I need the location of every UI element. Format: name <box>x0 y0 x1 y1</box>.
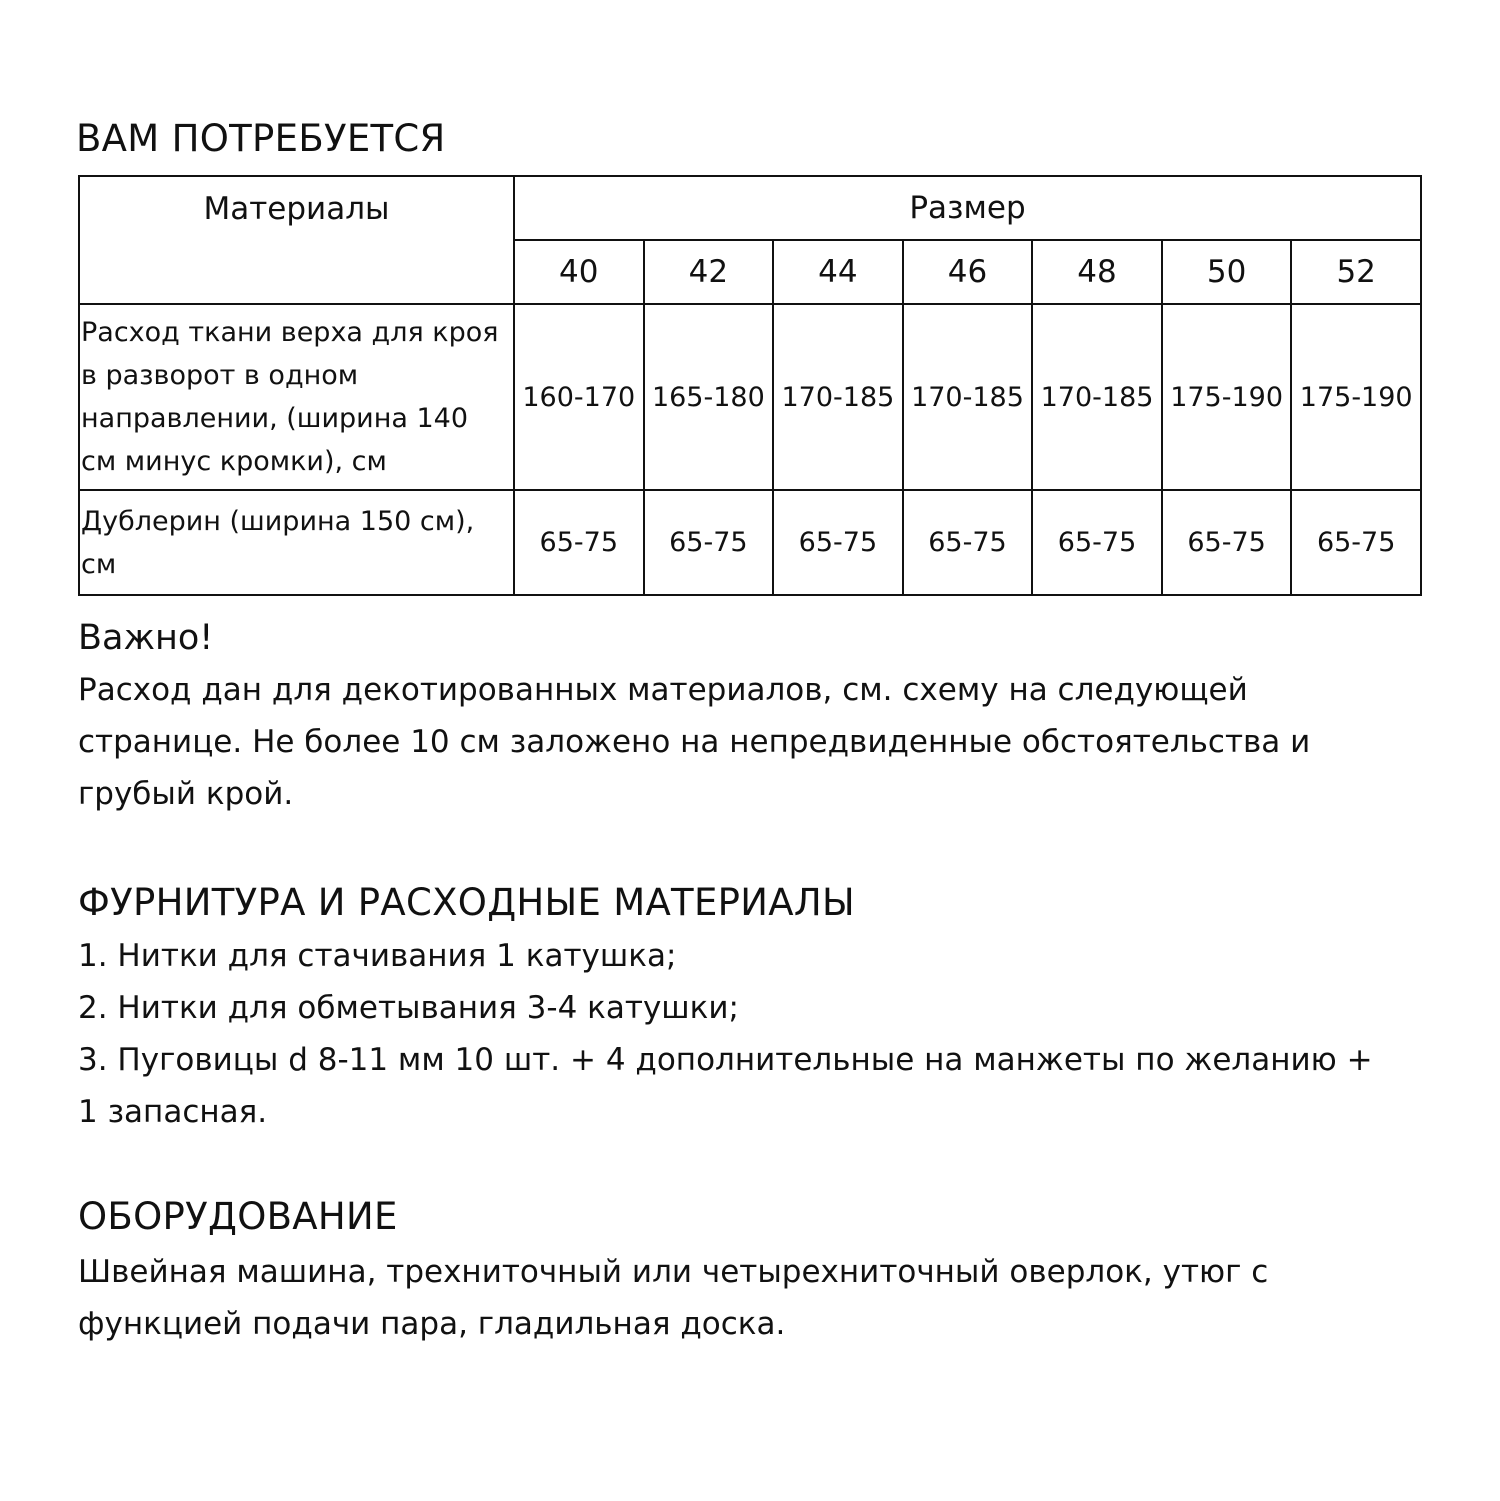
equipment-line: Швейная машина, трехниточный или четырехниточный оверлок, утюг с <box>78 1254 1269 1290</box>
value-cell: 65-75 <box>1032 490 1162 595</box>
size-header: Размер <box>514 176 1421 240</box>
row-label-interfacing <box>79 490 514 595</box>
row-label-line: в разворот в одном <box>81 360 359 391</box>
value-cell: 65-75 <box>1291 490 1421 595</box>
row-label-line: направлении, (ширина 140 <box>81 403 469 434</box>
materials-header <box>79 176 514 304</box>
list-item: 1. Нитки для стачивания 1 катушка; <box>78 938 677 974</box>
equipment-line: функцией подачи пара, гладильная доска. <box>78 1306 786 1342</box>
row-label-line: см <box>81 548 117 580</box>
table-header-row <box>79 176 1421 240</box>
value-cell: 160-170 <box>514 304 644 490</box>
table-row-interfacing <box>79 490 1421 595</box>
value-cell: 175-190 <box>1162 304 1292 490</box>
row-label-line: Расход ткани верха для кроя <box>81 317 499 348</box>
section-title-equipment: ОБОРУДОВАНИЕ <box>78 1195 398 1238</box>
size-cell: 40 <box>514 240 644 304</box>
value-cell: 65-75 <box>773 490 903 595</box>
size-cell: 44 <box>773 240 903 304</box>
important-note <box>78 612 1458 820</box>
table-row-fabric <box>79 304 1421 490</box>
section-title-hardware: ФУРНИТУРА И РАСХОДНЫЕ МАТЕРИАЛЫ <box>78 881 855 924</box>
value-cell: 170-185 <box>903 304 1033 490</box>
size-cell: 46 <box>903 240 1033 304</box>
list-item: 2. Нитки для обметывания 3-4 катушки; <box>78 990 739 1026</box>
value-cell: 65-75 <box>903 490 1033 595</box>
materials-table <box>78 175 1422 596</box>
value-cell: 170-185 <box>773 304 903 490</box>
size-cell: 52 <box>1291 240 1421 304</box>
important-line: грубый крой. <box>78 776 294 812</box>
important-line: Расход дан для декотированных материалов, см. схему на следующей <box>78 672 1248 708</box>
row-label-line: см минус кромки), см <box>81 446 387 477</box>
value-cell: 65-75 <box>1162 490 1292 595</box>
value-cell: 65-75 <box>514 490 644 595</box>
size-cell: 42 <box>644 240 774 304</box>
section-title-requirements: ВАМ ПОТРЕБУЕТСЯ <box>76 117 446 160</box>
row-label-fabric <box>79 304 514 490</box>
value-cell: 65-75 <box>644 490 774 595</box>
row-label-line: Дублерин (ширина 150 см), <box>81 505 475 537</box>
materials-header-label: Материалы <box>203 191 390 227</box>
hardware-list <box>78 930 1458 1138</box>
size-cell: 48 <box>1032 240 1162 304</box>
value-cell: 175-190 <box>1291 304 1421 490</box>
value-cell: 165-180 <box>644 304 774 490</box>
value-cell: 170-185 <box>1032 304 1162 490</box>
equipment-text <box>78 1246 1458 1350</box>
important-line: странице. Не более 10 см заложено на непредвиденные обстоятельства и <box>78 724 1311 760</box>
important-title: Важно! <box>78 618 214 658</box>
list-item: 1 запасная. <box>78 1094 268 1130</box>
size-cell: 50 <box>1162 240 1292 304</box>
list-item: 3. Пуговицы d 8-11 мм 10 шт. + 4 дополнительные на манжеты по желанию + <box>78 1042 1373 1078</box>
